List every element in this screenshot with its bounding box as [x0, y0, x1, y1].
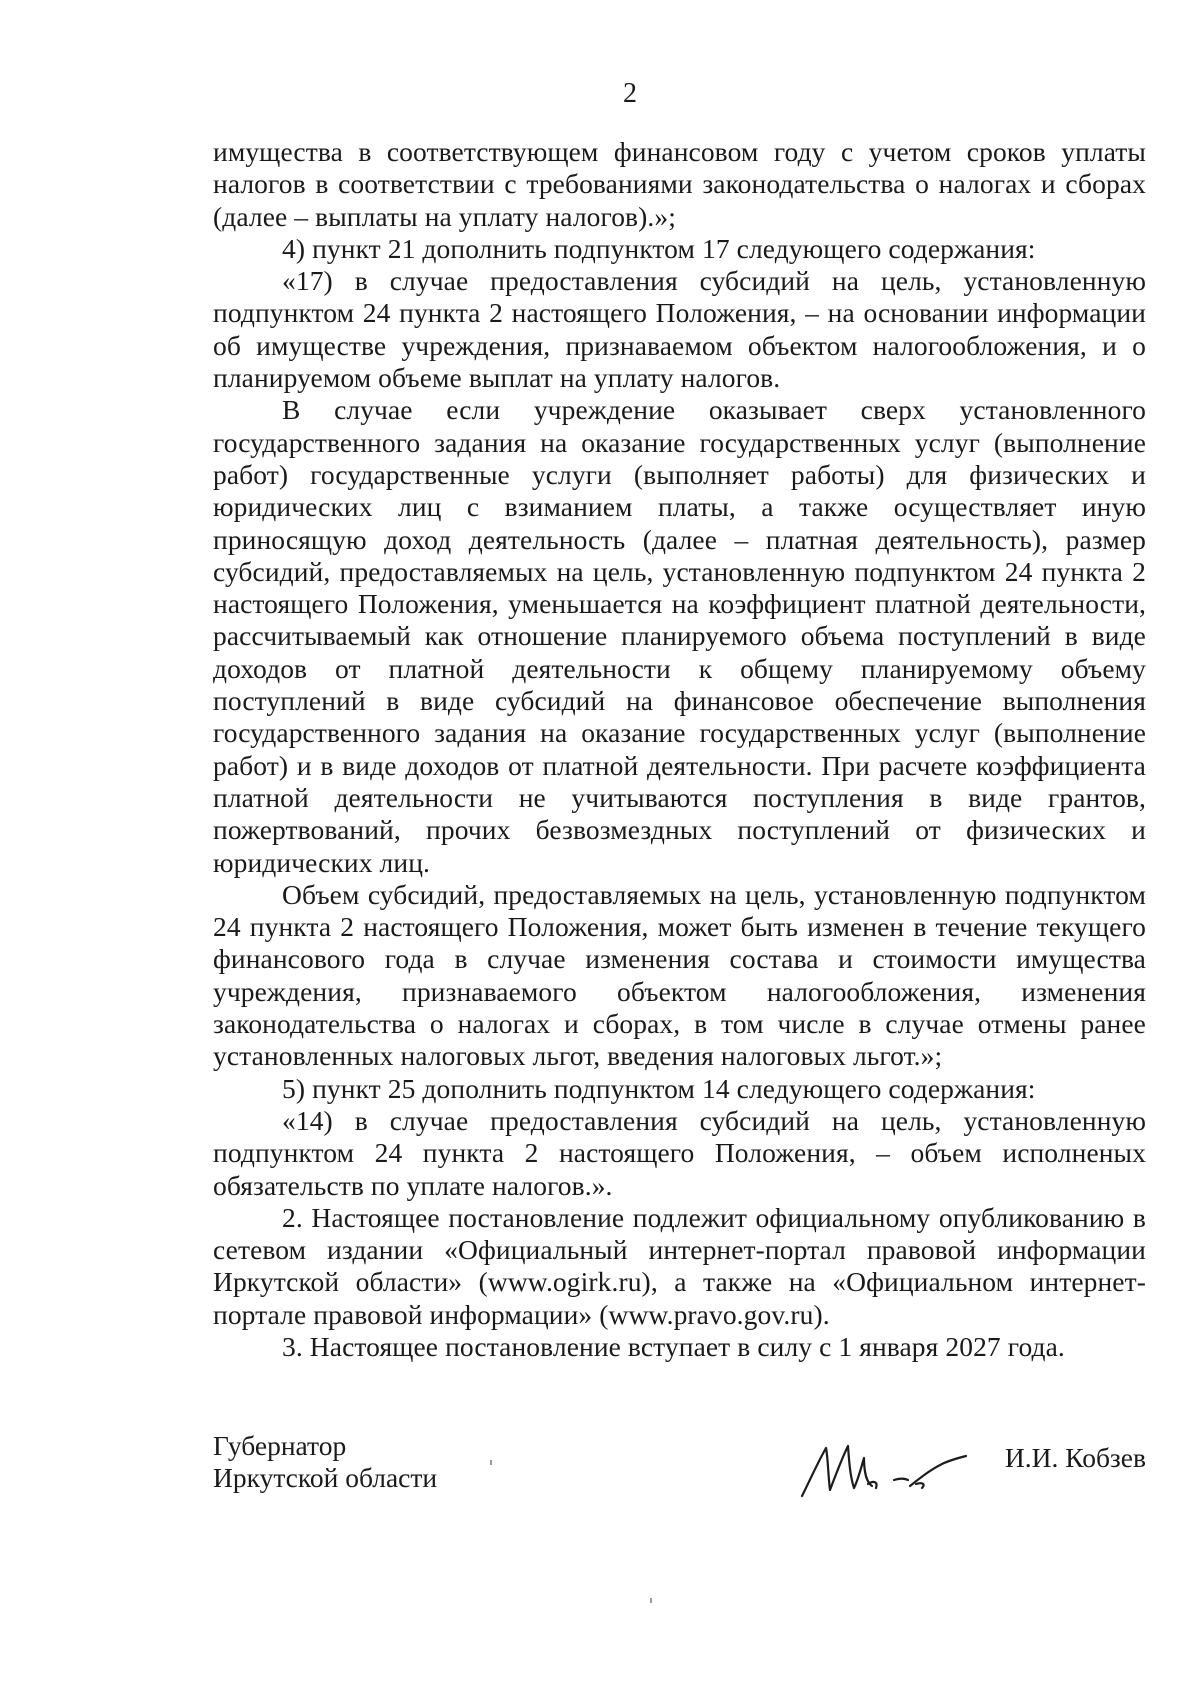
signature-block — [213, 1430, 1146, 1510]
handwritten-signature — [798, 1434, 973, 1502]
scan-speck — [490, 1460, 492, 1465]
signer-position-line-1: Губернатор — [213, 1430, 347, 1461]
paragraph-continuation: имущества в соответствующем финансовом году с учетом сроков уплаты налогов в соответствии с требованиями законодательства о налогах и сборах (далее – выплаты на уплату налогов).»; — [213, 136, 1146, 232]
scan-speck — [650, 1598, 652, 1603]
signer-name: И.И. Кобзев — [1004, 1442, 1146, 1473]
signer-position — [213, 1430, 437, 1495]
page-number: 2 — [623, 78, 637, 109]
paragraph-effective-date: 3. Настоящее постановление вступает в силу с 1 января 2027 года. — [282, 1330, 1065, 1362]
paragraph-subitem-17: «17) в случае предоставления субсидий на цель, установленную подпунктом 24 пункта 2 настоящего Положения, – на основании информации об имуществе учреждения, признаваемом объектом налогообложения, и о планируемом объеме выплат на уплату налогов. — [213, 265, 1146, 394]
paragraph-item-5: 5) пункт 25 дополнить подпунктом 14 следующего содержания: — [282, 1072, 1036, 1104]
paragraph-subsidy-volume: Объем субсидий, предоставляемых на цель, установленную подпунктом 24 пункта 2 настоящего Положения, может быть изменен в течение текущего финансового года в случае изменения состава и стоимости имущества учреждения, признаваемого объектом налогообложения, изменения законодательства о налогах и сборах, в том числе в случае отмены ранее установленных налоговых льгот, введения налоговых льгот.»; — [213, 878, 1146, 1072]
paragraph-item-4: 4) пункт 21 дополнить подпунктом 17 следующего содержания: — [282, 232, 1036, 264]
document-body — [213, 136, 1146, 1363]
paragraph-subitem-14: «14) в случае предоставления субсидий на цель, установленную подпунктом 24 пункта 2 настоящего Положения, – объем исполненых обязательств по уплате налогов.». — [213, 1104, 1146, 1201]
paragraph-publication: 2. Настоящее постановление подлежит официальному опубликованию в сетевом издании «Официальный интернет-портал правовой информации Иркутской области» (www.ogirk.ru), а также на «Официальном интернет-портале правовой информации» (www.pravo.gov.ru). — [213, 1201, 1146, 1330]
signer-position-line-2: Иркутской области — [213, 1462, 438, 1494]
paragraph-paid-activity: В случае если учреждение оказывает сверх установленного государственного задания на оказание государственных услуг (выполнение работ) государственные услуги (выполняет работы) для физических и юридических лиц с взиманием платы, а также осуществляет иную приносящую доход деятельность (далее – платная деятельность), размер субсидий, предоставляемых на цель, установленную подпунктом 24 пункта 2 настоящего Положения, уменьшается на коэффициент платной деятельности, рассчитываемый как отношение планируемого объема поступлений в виде доходов от платной деятельности к общему планируемому объему поступлений в виде субсидий на финансовое обеспечение выполнения государственного задания на оказание государственных услуг (выполнение работ) и в виде доходов от платной деятельности. При расчете коэффициента платной деятельности не учитываются поступления в виде грантов, пожертвований, прочих безвозмездных поступлений от физических и юридических лиц. — [213, 394, 1146, 878]
